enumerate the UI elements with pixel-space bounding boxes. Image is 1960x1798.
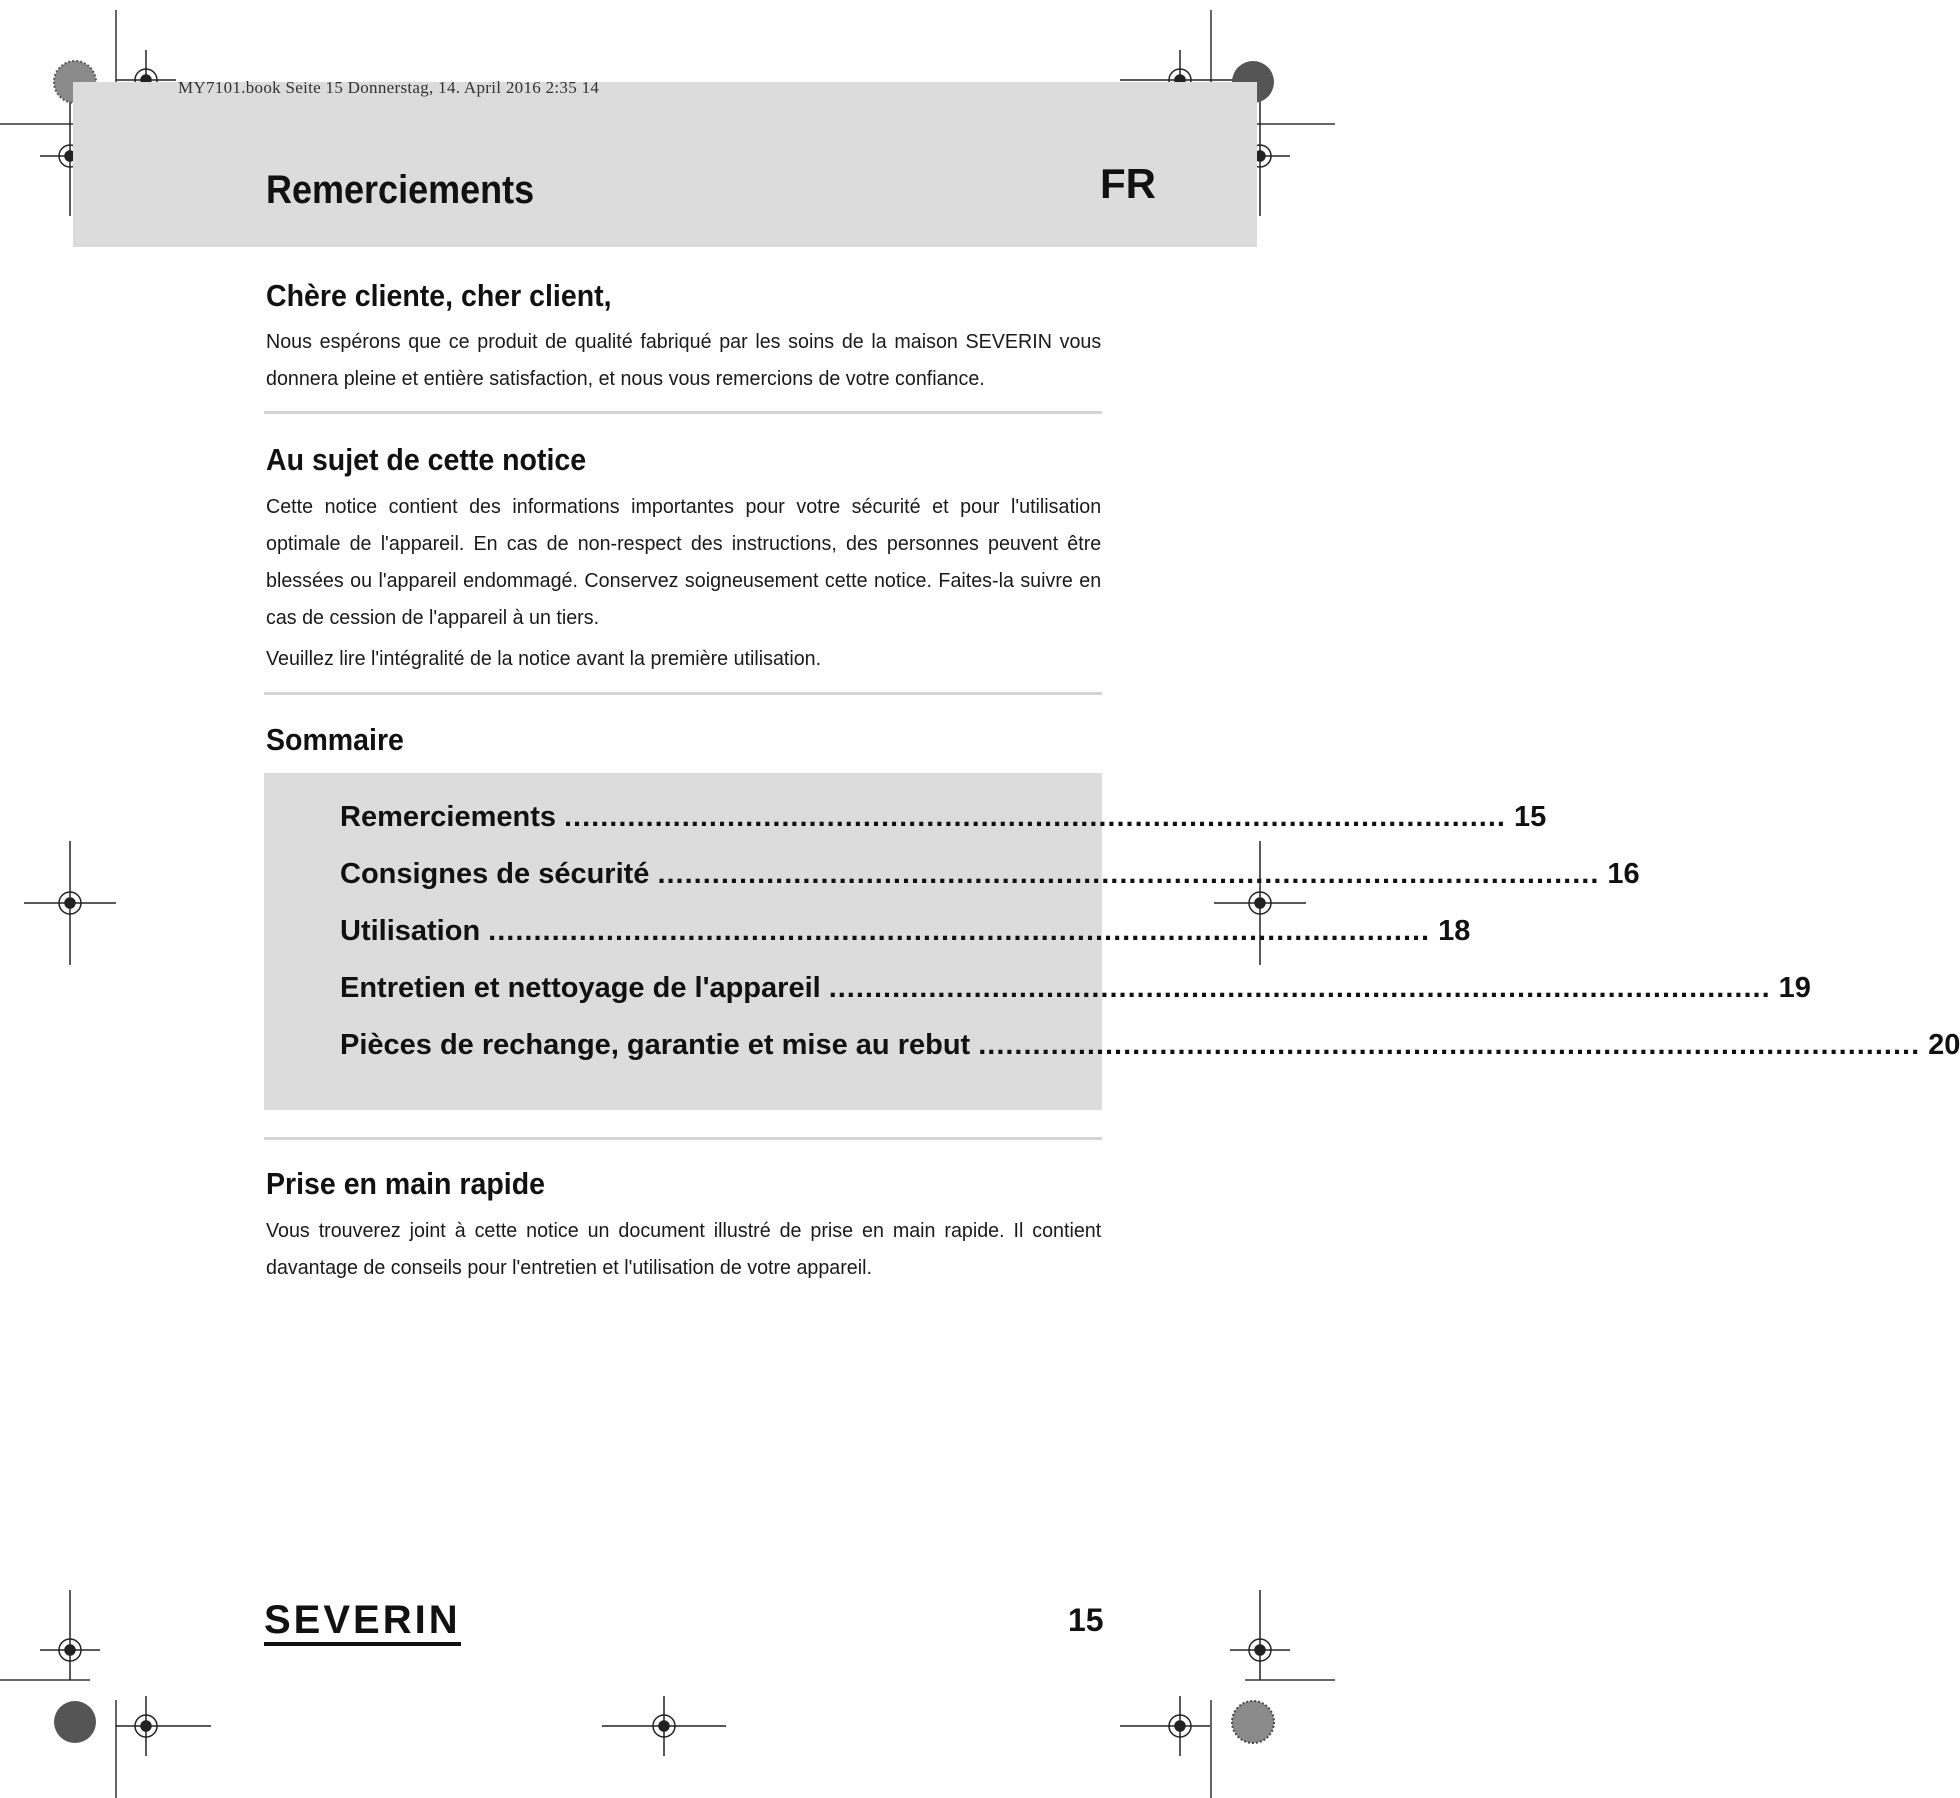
contents-heading: Sommaire xyxy=(266,722,404,757)
toc-leader: ........................................................................................................ xyxy=(828,972,1771,1004)
toc-leader: ........................................................................................................ xyxy=(978,1029,1921,1061)
toc-entry-page: 16 xyxy=(1607,858,1640,890)
toc-entry-page: 18 xyxy=(1438,915,1471,947)
toc-entry-label: Remerciements xyxy=(340,801,556,833)
toc-entry xyxy=(340,801,1547,841)
toc-entry-page: 15 xyxy=(1513,801,1547,833)
divider xyxy=(264,411,1102,414)
about-text: Cette notice contient des informations importantes pour votre sécurité et pour l'utilisation optimale de l'appareil. En cas de non-respect des instructions, des personnes peuvent être blessées ou l'appareil endommagé. Conservez soigneusement cette notice. Faites-la suivre en cas de cession de l'appareil à un tiers. xyxy=(266,495,1102,629)
page-title: Remerciements xyxy=(266,168,535,212)
toc-entry xyxy=(340,858,1640,898)
about-text-2: Veuillez lire l'intégralité de la notice avant la première utilisation. xyxy=(266,647,822,670)
toc-leader: ........................................................................................................ xyxy=(488,915,1431,947)
greeting-heading: Chère cliente, cher client, xyxy=(266,278,612,313)
toc-entry-page: 19 xyxy=(1778,972,1811,1004)
brand-logo: SEVERIN xyxy=(264,1600,461,1646)
toc-entry-label: Pièces de rechange, garantie et mise au rebut xyxy=(340,1029,971,1061)
toc-leader: ........................................................................................................ xyxy=(564,801,1506,833)
toc-entry xyxy=(340,972,1811,1012)
greeting-text: Nous espérons que ce produit de qualité fabriqué par les soins de la maison SEVERIN vous donnera pleine et entière satisfaction, et nous vous remercions de votre confiance. xyxy=(266,330,1102,390)
about-heading: Au sujet de cette notice xyxy=(266,442,587,477)
toc-entry xyxy=(340,1029,1960,1069)
toc-entry xyxy=(340,915,1471,955)
divider xyxy=(264,1137,1102,1140)
page-number: 15 xyxy=(1068,1602,1104,1638)
printer-slug: MY7101.book Seite 15 Donnerstag, 14. April 2016 2:35 14 xyxy=(178,78,600,97)
language-tag: FR xyxy=(1100,160,1156,207)
quickstart-text: Vous trouverez joint à cette notice un document illustré de prise en main rapide. Il contient davantage de conseils pour l'entretien et l'utilisation de votre appareil. xyxy=(266,1219,1102,1279)
divider xyxy=(264,692,1102,695)
header-band xyxy=(73,82,1257,247)
toc-entry-page: 20 xyxy=(1928,1029,1960,1061)
toc-entry-label: Entretien et nettoyage de l'appareil xyxy=(340,972,821,1004)
toc-entry-label: Consignes de sécurité xyxy=(340,858,650,890)
quickstart-heading: Prise en main rapide xyxy=(266,1166,545,1201)
toc-entry-label: Utilisation xyxy=(340,915,481,947)
toc-leader: ........................................................................................................ xyxy=(657,858,1600,890)
